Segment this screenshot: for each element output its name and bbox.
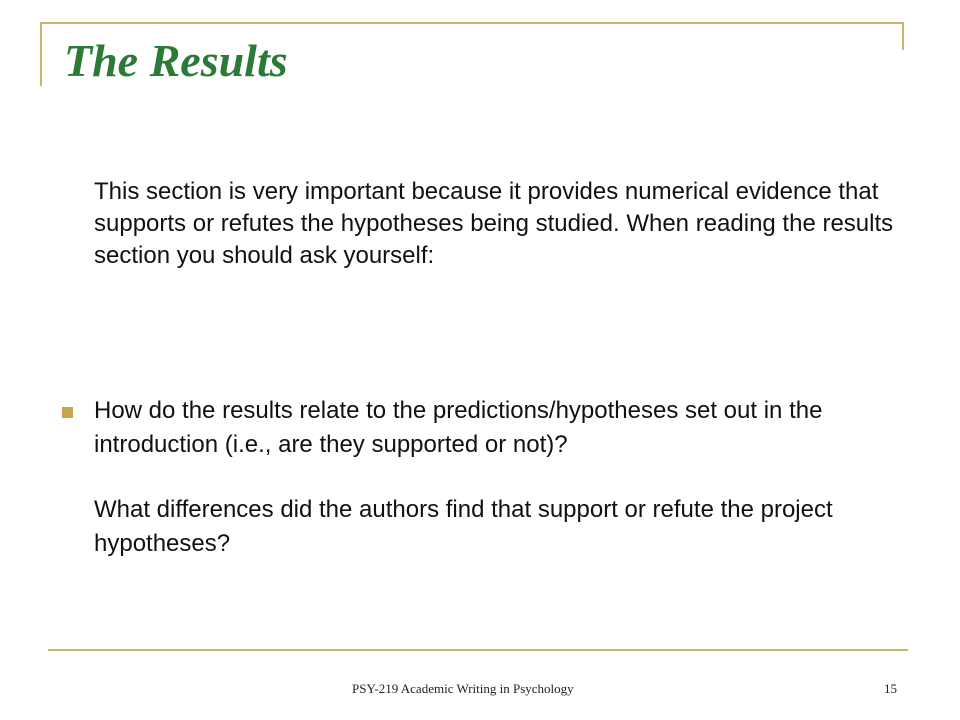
intro-paragraph: This section is very important because it provides numerical evidence that supports or refutes the hypotheses being studied. When reading the results section you should ask yourself: — [94, 178, 894, 269]
right-border-line — [902, 22, 904, 50]
footer-text: PSY-219 Academic Writing in Psychology — [352, 681, 574, 696]
top-border-line — [40, 22, 904, 24]
page-number: 15 — [884, 681, 897, 696]
bullet-item — [62, 394, 902, 462]
bullet-text: How do the results relate to the predictions/hypotheses set out in the introduction (i.e., are they supported or not)? — [94, 397, 823, 458]
sub-paragraph: What differences did the authors find that support or refute the project hypotheses? — [94, 496, 833, 557]
square-bullet-icon — [62, 407, 73, 418]
left-border-line — [40, 22, 42, 86]
slide-title: The Results — [64, 35, 288, 86]
bottom-border-line — [48, 649, 908, 651]
